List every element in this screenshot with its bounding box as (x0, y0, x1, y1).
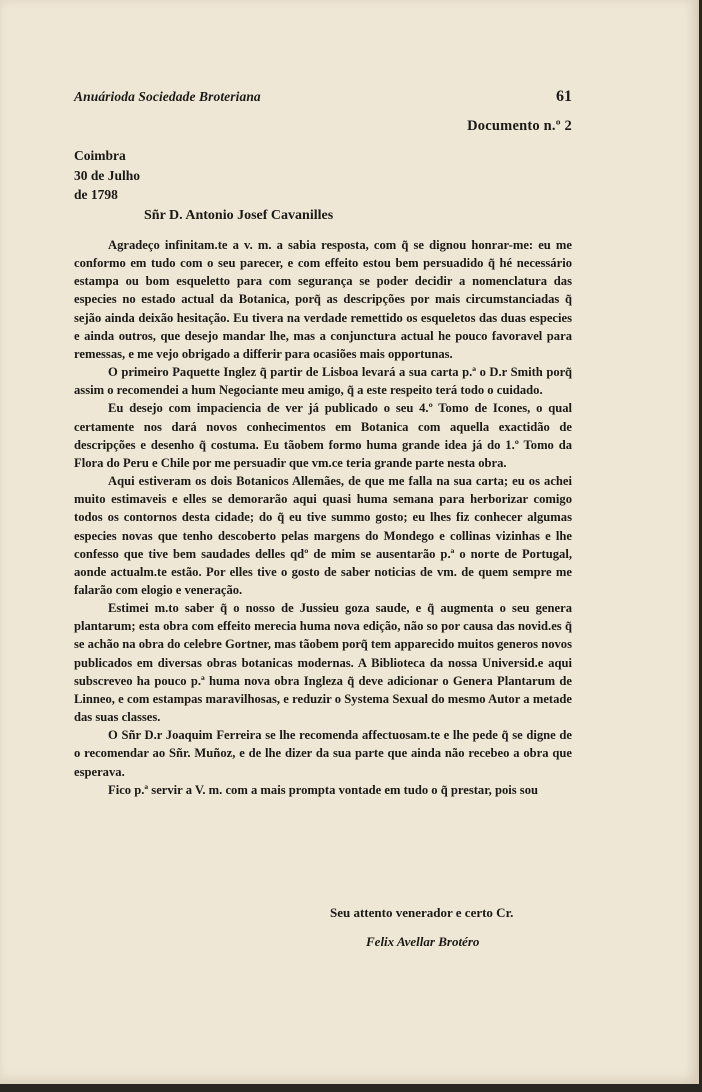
running-title: Anuárioda Sociedade Broteriana (74, 89, 261, 104)
paragraph: Estimei m.to saber q̃ o nosso de Jussieu goza saude, e q̃ augmenta o seu genera plantarum; esta obra com effeito merecia huma nova edição, não so por causa das novid.es q̃ se achão na obra do celebre Gortner, mas tãobem porq̃ tem apparecido muitos generos novos publicados em diversas obras botanicas modernas. A Biblioteca da nossa Universid.e aqui subscreveo ha pouco p.ª huma nova obra Ingleza q̃ deve adicionar o Genera Plantarum de Linneo, e com estampas maravilhosas, e reduzir o Systema Sexual do mesmo Autor a metade das suas classes. (74, 601, 572, 725)
closing-line: Seu attento venerador e certo Cr. (330, 905, 514, 920)
year-line: de 1798 (74, 187, 118, 202)
place-line: Coimbra (74, 148, 126, 163)
paragraph: Eu desejo com impaciencia de ver já publicado o seu 4.º Tomo de Icones, o qual certamente nos dará novos conhecimentos em Botanica com aquella exactidão de descripções e desenho q̃ costuma. Eu tãobem formo huma grande idea já do 1.º Tomo da Flora do Peru e Chile por me persuadir que vm.ce teria grande parte nesta obra. (74, 401, 572, 470)
place-date-block (74, 146, 140, 205)
paragraph: Agradeço infinitam.te a v. m. a sabia resposta, com q̃ se dignou honrar-me: eu me conformo em tudo com o seu parecer, e com effeito estou bem persuadido q̃ hé necessário estampa ou bom esqueletto para com segurança se poder decidir a nomenclatura das especies no estado actual da Botanica, porq̃ as descripções por mais circumstanciadas q̃ sejão ainda deixão hesitação. Eu tivera na verdade remettido os esqueletos das duas especies e ainda outros, que desejo mandar lhe, mas a conjunctura actual he pouco favoravel para remessas, e me vejo obrigado a differir para ocasiões mais opportunas. (74, 238, 572, 361)
letter-body (74, 236, 572, 799)
page-number: 61 (556, 88, 572, 105)
paragraph: Aqui estiveram os dois Botanicos Allemães, de que me falla na sua carta; eu os achei muito estimaveis e elles se demorarão aqui quasi huma semana para herborizar comigo todos os contornos desta cidade; do q̃ eu tive summo gosto; eu lhes fiz conhecer algumas especies novas que tenho descoberto pelas margens do Mondego e collinas vizinhas e lhe confesso que tive bem saudades delles qdº de mim se ausentarão p.ª o norte de Portugal, aonde actualm.te estão. Por elles tive o gosto de saber noticias de vm. de quem sempre me falarão com elogio e veneração. (74, 474, 572, 597)
date-line: 30 de Julho (74, 167, 141, 183)
paragraph: Fico p.ª servir a V. m. com a mais prompta vontade em tudo o q̃ prestar, pois sou (108, 782, 538, 797)
paragraph: O Sñr D.r Joaquim Ferreira se lhe recomenda affectuosam.te e lhe pede q̃ se digne de o recomendar ao Sñr. Muñoz, e de lhe dizer da sua parte que ainda não recebeo a obra que esperava. (74, 728, 572, 779)
salutation: Sñr D. Antonio Josef Cavanilles (144, 208, 334, 223)
signature: Felix Avellar Brotéro (366, 934, 480, 949)
paragraph: O primeiro Paquette Inglez q̃ partir de Lisboa levará a sua carta p.ª o D.r Smith porq̃ assim o recomendei a hum Negociante meu amigo, q̃ a este respeito terá todo o cuidado. (74, 365, 572, 398)
running-head (74, 88, 572, 106)
document-label: Documento n.º 2 (467, 118, 572, 134)
